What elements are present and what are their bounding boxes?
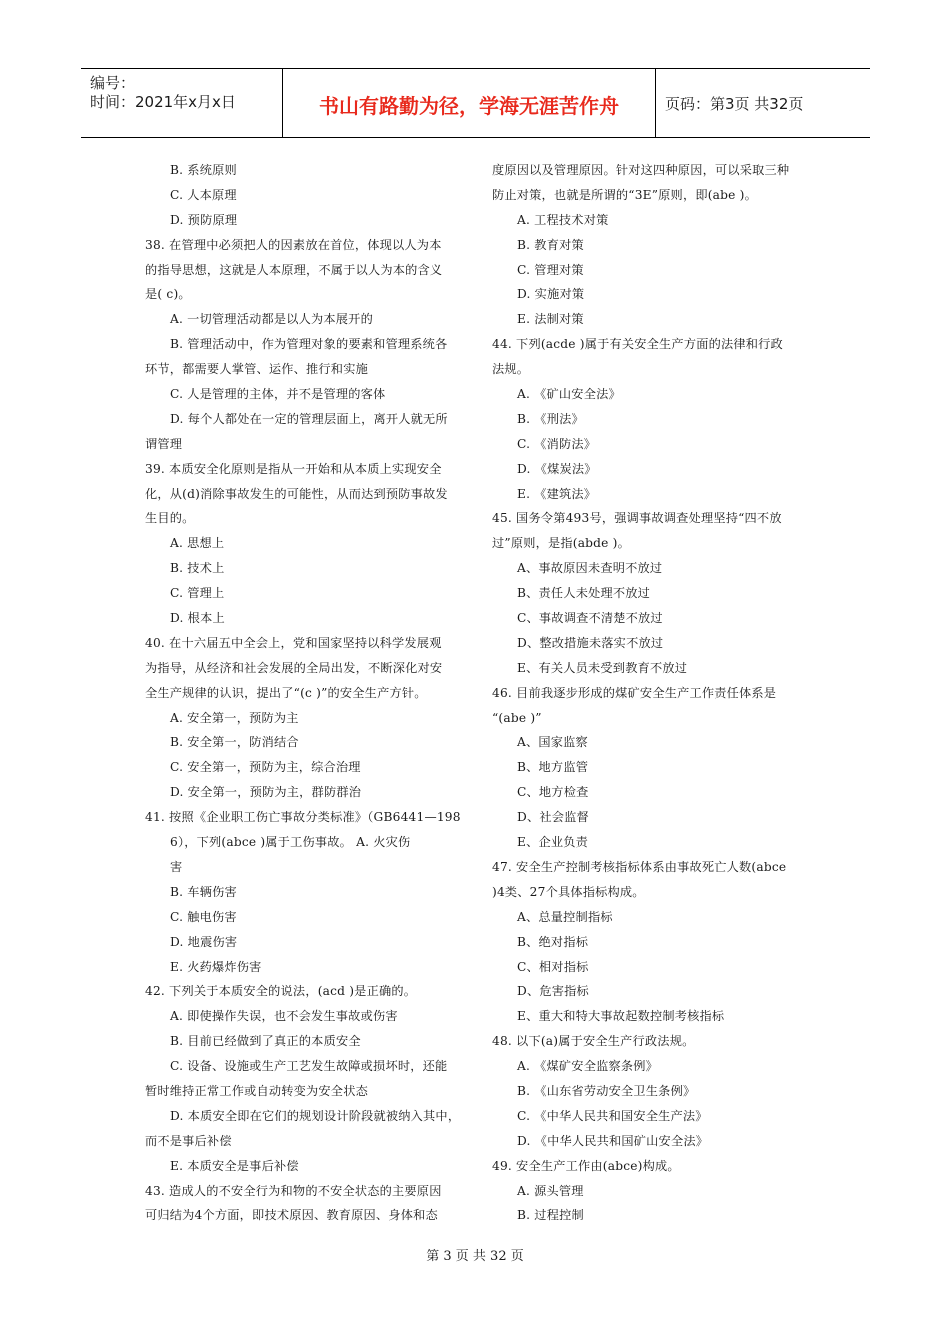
text-line: 而不是事后补偿 (145, 1133, 232, 1148)
text-line: A、总量控制指标 (517, 909, 613, 924)
text-line: 38. 在管理中必须把人的因素放在首位，体现以人为本 (145, 237, 442, 252)
document-time: 时间：2021年x月x日 (90, 93, 236, 111)
text-line: 43. 造成人的不安全行为和物的不安全状态的主要原因 (145, 1183, 442, 1198)
text-line: D. 《中华人民共和国矿山安全法》 (517, 1133, 709, 1148)
text-line: 法规。 (492, 362, 530, 377)
text-line: C、事故调查不清楚不放过 (517, 611, 663, 626)
text-line: E. 火药爆炸伤害 (170, 959, 262, 974)
text-line: 全生产规律的认识，提出了“(c )”的安全生产方针。 (145, 685, 427, 700)
text-line: 度原因以及管理原因。针对这四种原因，可以采取三种 (492, 163, 790, 177)
text-line: D. 每个人都处在一定的管理层面上，离开人就无所 (170, 411, 448, 426)
text-line: 可归结为4个方面，即技术原因、教育原因、身体和态 (145, 1208, 438, 1223)
text-line: B. 系统原则 (170, 163, 237, 177)
text-line: B. 技术上 (170, 561, 225, 576)
text-line: C. 人是管理的主体，并不是管理的客体 (170, 387, 386, 402)
text-line: D. 《煤炭法》 (517, 461, 597, 476)
text-line: E、企业负责 (517, 835, 589, 850)
text-line: E. 本质安全是事后补偿 (170, 1158, 299, 1173)
text-line: E、重大和特大事故起数控制考核指标 (517, 1009, 725, 1024)
text-line: A. 思想上 (170, 536, 225, 551)
text-line: B. 车辆伤害 (170, 884, 237, 899)
text-line: B. 安全第一，防消结合 (170, 735, 299, 750)
text-line: 48. 以下(a)属于安全生产行政法规。 (492, 1034, 695, 1049)
text-line: 防止对策，也就是所谓的“3E”原则，即(abe )。 (492, 187, 757, 202)
page-footer: 第 3 页 共 32 页 (426, 1249, 524, 1264)
text-line: 46. 目前我逐步形成的煤矿安全生产工作责任体系是 (492, 685, 777, 700)
text-line: C. 触电伤害 (170, 909, 237, 924)
text-line: B、地方监管 (517, 760, 589, 775)
text-line: 42. 下列关于本质安全的说法，(acd )是正确的。 (145, 984, 417, 999)
page-header (81, 68, 870, 138)
text-line: C、地方检查 (517, 785, 589, 800)
text-line: A. 即使操作失误，也不会发生事故或伤害 (170, 1009, 398, 1024)
text-line: B. 目前已经做到了真正的本质安全 (170, 1034, 361, 1049)
text-line: 6），下列(abce )属于工伤事故。 A. 火灾伤 (170, 835, 411, 850)
text-line: 49. 安全生产工作由(abce)构成。 (492, 1158, 680, 1173)
left-text-column (145, 158, 471, 1228)
text-line: C. 《消防法》 (517, 436, 597, 451)
text-line: D. 安全第一，预防为主，群防群治 (170, 785, 362, 800)
text-line: 生目的。 (145, 511, 195, 526)
text-line: C. 安全第一，预防为主，综合治理 (170, 760, 361, 775)
text-line: A. 一切管理活动都是以人为本展开的 (170, 312, 373, 327)
text-line: 谓管理 (145, 436, 183, 451)
header-meta-cell (81, 69, 282, 137)
text-line: 40. 在十六届五中全会上，党和国家坚持以科学发展观 (145, 635, 442, 650)
text-line: 44. 下列(acde )属于有关安全生产方面的法律和行政 (492, 337, 783, 352)
text-line: B. 《刑法》 (517, 411, 584, 426)
text-line: “(abe )” (492, 710, 542, 725)
text-line: E、有关人员未受到教育不放过 (517, 660, 688, 675)
text-line: A. 安全第一，预防为主 (170, 710, 299, 725)
text-line: C. 人本原理 (170, 187, 237, 202)
text-line: D、危害指标 (517, 984, 589, 999)
text-line: C. 管理上 (170, 586, 225, 601)
text-line: A. 工程技术对策 (517, 212, 609, 227)
header-page-cell (655, 69, 870, 137)
text-line: 的指导思想，这就是人本原理，不属于以人为本的含义 (145, 262, 443, 277)
text-line: 39. 本质安全化原则是指从一开始和从本质上实现安全 (145, 461, 442, 476)
text-line: E. 《建筑法》 (517, 486, 597, 501)
text-line: 暂时维持正常工作或自动转变为安全状态 (145, 1083, 368, 1098)
text-line: 化，从(d)消除事故发生的可能性，从而达到预防事故发 (145, 486, 448, 501)
text-line: B、绝对指标 (517, 934, 589, 949)
text-line: 41. 按照《企业职工伤亡事故分类标准》（GB6441—198 (145, 810, 461, 825)
text-line: B、责任人未处理不放过 (517, 586, 651, 601)
text-line: C. 《中华人民共和国安全生产法》 (517, 1108, 708, 1123)
text-line: D. 预防原理 (170, 212, 238, 227)
text-line: C. 设备、设施或生产工艺发生故障或损坏时，还能 (170, 1059, 448, 1074)
text-line: A. 《矿山安全法》 (517, 387, 621, 402)
text-line: 为指导，从经济和社会发展的全局出发，不断深化对安 (145, 660, 443, 675)
text-line: A. 源头管理 (517, 1183, 584, 1198)
text-line: 环节，都需要人掌管、运作、推行和实施 (145, 362, 368, 377)
text-line: )4类、27个具体指标构成。 (492, 884, 645, 899)
text-line: D. 实施对策 (517, 287, 585, 302)
header-motto: 书山有路勤为径，学海无涯苦作舟 (319, 94, 619, 118)
text-line: A、事故原因未查明不放过 (517, 561, 663, 576)
text-line: D. 地震伤害 (170, 934, 238, 949)
text-line: B. 过程控制 (517, 1208, 584, 1223)
text-line: C、相对指标 (517, 959, 589, 974)
text-line: D、社会监督 (517, 810, 589, 825)
text-line: A、国家监察 (517, 735, 588, 750)
text-line: 47. 安全生产控制考核指标体系由事故死亡人数(abce (492, 859, 787, 874)
text-line: B. 管理活动中，作为管理对象的要素和管理系统各 (170, 337, 448, 352)
text-line: 是( c)。 (145, 287, 191, 302)
text-line: D. 本质安全即在它们的规划设计阶段就被纳入其中， (170, 1108, 461, 1123)
text-line: D、整改措施未落实不放过 (517, 635, 664, 650)
text-line: D. 根本上 (170, 611, 225, 626)
text-line: 45. 国务令第493号，强调事故调查处理坚持“四不放 (492, 511, 782, 526)
text-line: B. 《山东省劳动安全卫生条例》 (517, 1083, 696, 1098)
header-motto-cell (282, 69, 656, 137)
text-line: A. 《煤矿安全监察条例》 (517, 1059, 659, 1074)
text-line: C. 管理对策 (517, 262, 584, 277)
right-text-column (492, 158, 818, 1228)
text-line: E. 法制对策 (517, 312, 584, 327)
header-page-number: 页码：第3页 共32页 (665, 95, 804, 113)
document-code-label: 编号： (90, 74, 136, 92)
text-line: 害 (170, 859, 183, 874)
text-line: 过”原则，是指(abde )。 (492, 536, 631, 551)
text-line: B. 教育对策 (517, 237, 584, 252)
